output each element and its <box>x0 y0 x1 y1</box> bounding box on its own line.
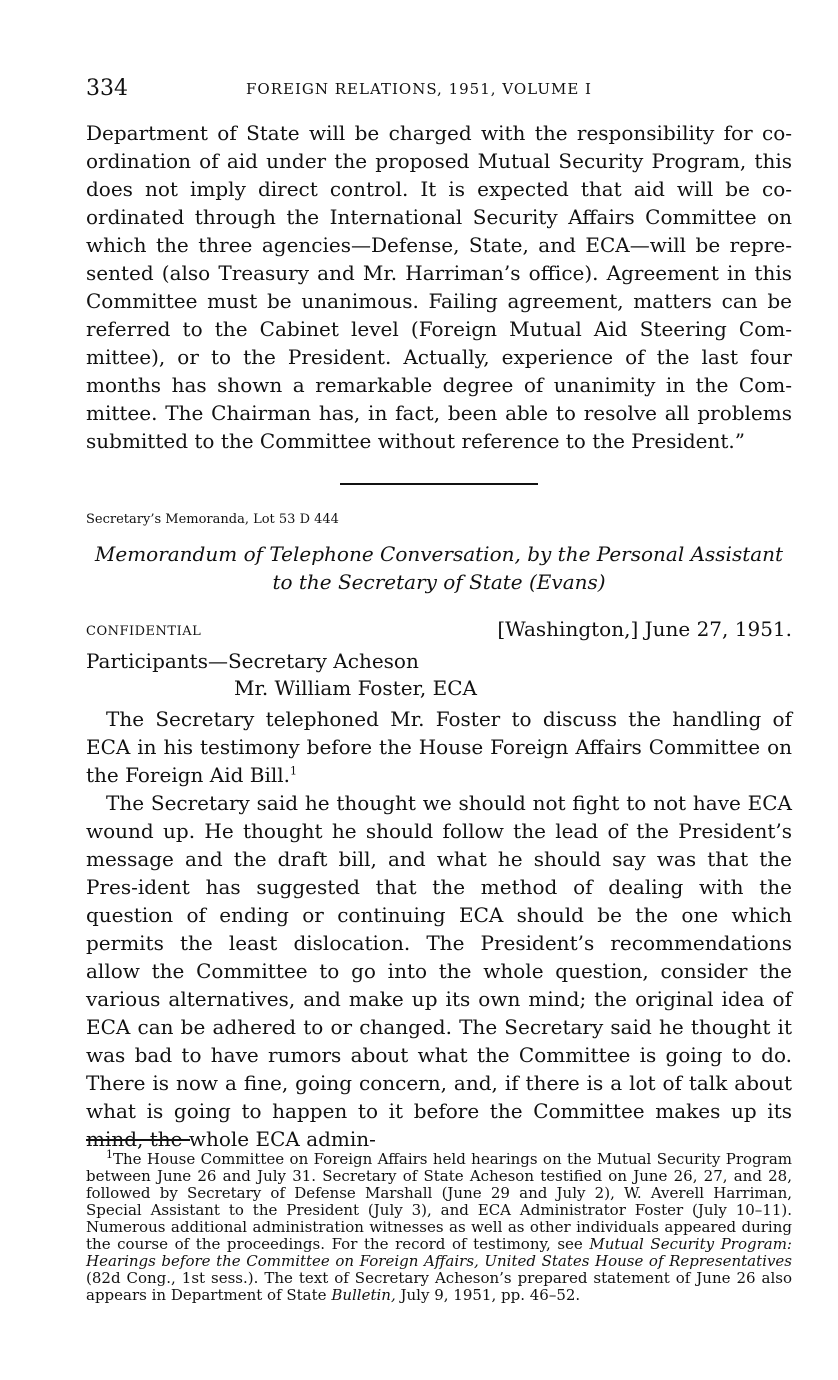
continued-paragraph: Department of State will be charged with the responsibility for co-ordination of aid under the proposed Mutual Security Program, this does not imply direct control. It is expected that aid will be co-ordinated through the International Security Affairs Committee on which the three agencies—Defense, State, and ECA—will be repre-sented (also Treasury and Mr. Harriman’s office). Agreement in this Committee must be unanimous. Failing agreement, matters can be referred to the Cabinet level (Foreign Mutual Aid Steering Com-mittee), or to the President. Actually, experience of the last four months has shown a remarkable degree of unanimity in the Com-mittee. The Chairman has, in fact, been able to resolve all problems submitted to the Committee without reference to the President.” <box>86 121 792 453</box>
page-number: 334 <box>86 76 128 101</box>
footnote <box>86 1148 792 1304</box>
footnote-text-a: The House Committee on Foreign Affairs held hearings on the Mutual Security Program between June 26 and July 31. Secretary of State Acheson testified on June 26, 27, and 28, followed by Secretary of Defense Marshall (June 29 and July 2), W. Averell Harriman, Special Assistant to the President (July 3), and ECA Administrator Foster (July 10–11). Numerous additional administration witnesses as well as other individuals appeared during the course of the proceedings. For the record of testimony, see <box>86 1150 792 1253</box>
running-title: FOREIGN RELATIONS, 1951, VOLUME I <box>246 80 592 98</box>
footnote-marker: 1 <box>106 1148 113 1161</box>
participants-line-1: Participants—Secretary Acheson <box>86 649 419 673</box>
classification-dateline-row <box>86 617 792 645</box>
page-header <box>86 76 796 104</box>
memo-paragraph-1 <box>86 705 792 789</box>
document-title: Memorandum of Telephone Conversation, by the Personal Assistant to the Secretary of State (Evans) <box>94 542 784 594</box>
participants-line-2: Mr. William Foster, ECA <box>234 676 477 700</box>
source-note: Secretary’s Memoranda, Lot 53 D 444 <box>86 512 339 527</box>
footnote-divider <box>86 1139 190 1141</box>
classification-label: CONFIDENTIAL <box>86 624 202 639</box>
memo-paragraph-2: The Secretary said he thought we should not fight to not have ECA wound up. He thought he should follow the lead of the President’s message and the draft bill, and what he should say was that the Pres-ident has suggested that the method of dealing with the question of ending or continuing ECA should be the one which permits the least dislocation. The President’s recommendations allow the Committee to go into the whole question, consider the various alternatives, and make up its own mind; the original idea of ECA can be adhered to or changed. The Secretary said he thought it was bad to have rumors about what the Committee is going to do. There is now a fine, going concern, and, if there is a lot of talk about what is going to happen to it before the Committee makes up its mind, the whole ECA admin- <box>86 791 792 1151</box>
memo-body <box>86 705 792 1153</box>
dateline: [Washington,] June 27, 1951. <box>497 617 792 641</box>
footnote-hearings-title: Mutual Security Program: Hearings before the Committee on Foreign Affairs, United States House of Representatives <box>86 1235 792 1270</box>
section-divider <box>340 483 538 485</box>
footnote-reference: 1 <box>290 764 298 778</box>
footnote-text-c: July 9, 1951, pp. 46–52. <box>395 1286 581 1304</box>
footnote-bulletin-title: Bulletin, <box>331 1286 396 1304</box>
memo-paragraph-1-text: The Secretary telephoned Mr. Foster to discuss the handling of ECA in his testimony before the House Foreign Affairs Committee on the Foreign Aid Bill. <box>86 707 792 787</box>
participants-block <box>86 648 477 702</box>
footnote-text-b: (82d Cong., 1st sess.). The text of Secretary Acheson’s prepared statement of June 26 also appears in Department of State <box>86 1269 792 1304</box>
